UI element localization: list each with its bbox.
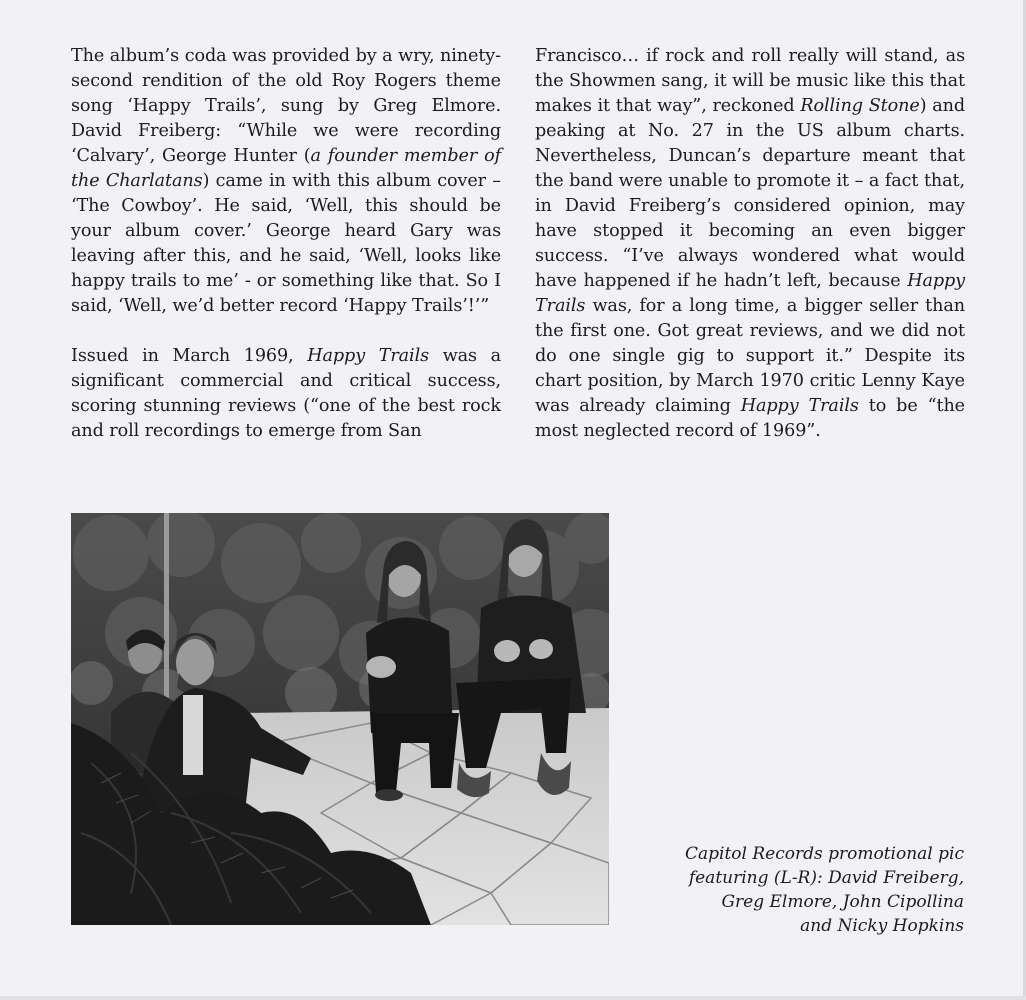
caption-line: featuring (L-R): David Freiberg, bbox=[688, 868, 964, 888]
paragraph-release: Issued in March 1969, Happy Trails was a significant commercial and critical success, scoring stunning reviews (“one of the best rock and roll recordings to emerge from San bbox=[71, 346, 502, 441]
left-text-column bbox=[71, 44, 501, 444]
caption-line: and Nicky Hopkins bbox=[800, 916, 964, 936]
album-title: Happy Trails bbox=[535, 271, 965, 316]
right-text-column bbox=[535, 44, 965, 444]
magazine-title: Rolling Stone bbox=[800, 96, 920, 116]
paragraph-reception: Francisco… if rock and roll really will stand, as the Showmen sang, it will be music like this that makes it that way”, reckoned Rolling Stone) and peaking at No. 27 in the US album charts. Nevertheless, Duncan’s departure meant that the band were unable to promote it – a fact that, in David Freiberg’s considered opinion, may have stopped it becoming an even bigger success. “I’ve always wondered what would have happened if he hadn’t left, because Happy Trails was, for a long time, a bigger seller than the first one. Got great reviews, and we did not do one single gig to support it.” Despite its chart position, by March 1970 critic Lenny Kaye was already claiming Happy Trails to be “the most neglected record of 1969”. bbox=[535, 46, 965, 441]
caption-line: Capitol Records promotional pic bbox=[685, 844, 964, 864]
band-promotional-photo bbox=[71, 513, 609, 925]
album-title: Happy Trails bbox=[740, 396, 859, 416]
caption-line: Greg Elmore, John Cipollina bbox=[721, 892, 964, 912]
photo-caption bbox=[634, 842, 964, 938]
page-edge-bottom bbox=[0, 996, 1026, 1000]
paragraph-coda: The album’s coda was provided by a wry, ninety-second rendition of the old Roy Rogers theme song ‘Happy Trails’, sung by Greg Elmore. David Freiberg: “While we were recording ‘Calvary’, George Hunter (a founder member of the Charlatans) came in with this album cover – ‘The Cowboy’. He said, ‘Well, this should be your album cover.’ George heard Gary was leaving after this, and he said, ‘Well, looks like happy trails to me’ - or something like that. So I said, ‘Well, we’d better record ‘Happy Trails’!’” bbox=[71, 46, 501, 316]
album-title: Happy Trails bbox=[307, 346, 430, 366]
